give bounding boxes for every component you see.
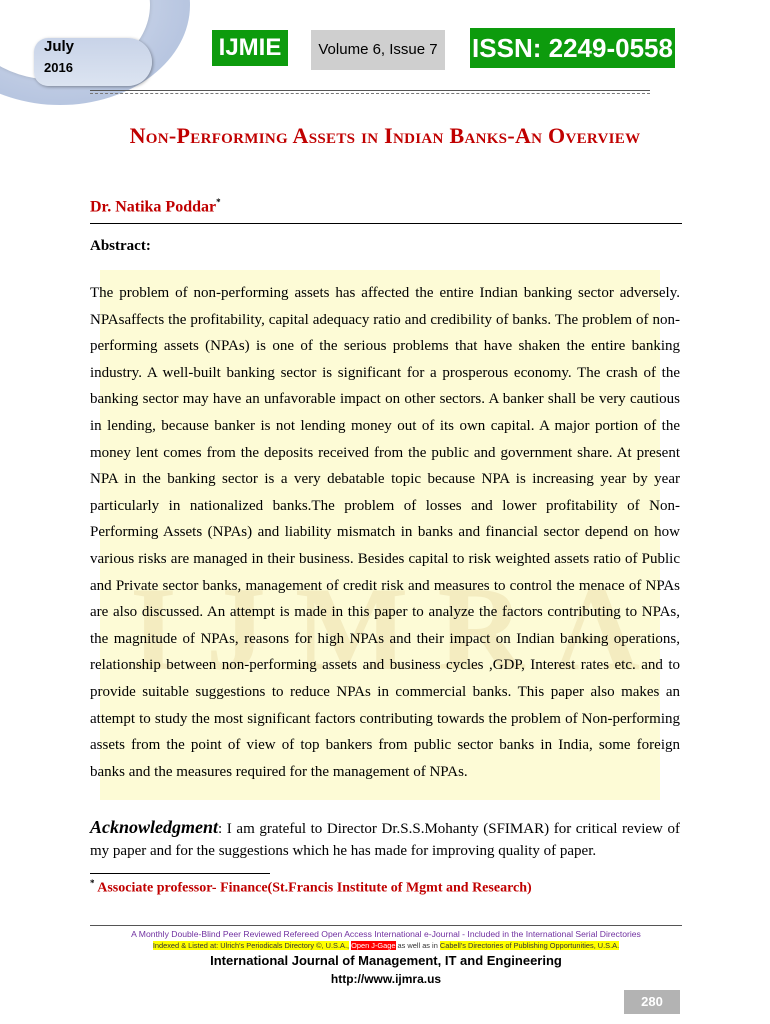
author-divider <box>90 223 682 224</box>
acknowledgment-text: : I am grateful to Director Dr.S.S.Mohanty (SFIMAR) for critical review of my paper and for the suggestions which he has made for improving quality of paper. <box>90 821 680 859</box>
watermark-letter: A <box>553 562 650 695</box>
watermark-letter: I <box>130 562 187 695</box>
issn-badge: ISSN: 2249-0558 <box>470 28 675 68</box>
indexing-cabells: Cabell's Directories of Publishing Opportunities, U.S.A. <box>439 941 620 950</box>
footer-indexing <box>90 941 682 950</box>
author-footnote-mark: * <box>216 197 221 207</box>
issue-year: 2016 <box>44 60 73 75</box>
abstract-text: The problem of non-performing assets has affected the entire Indian banking sector adversely. NPAsaffects the profitability, capital adequacy ratio and credibility of banks. The problem of non-performing assets (NPAs) is one of the serious problems that have shaken the entire banking industry. A well-built banking sector is significant for a prosperous economy. The crash of the banking sector may have an unfavorable impact on other sectors. A banker shall be very cautious in lending, because banker is not lending money out of its own capital. A major portion of the money lent comes from the deposits received from the public and government share. At present NPA in the banking sector is a very debatable topic because NPA is increasing year by year particularly in nationalized banks.The problem of losses and lower profitability of Non-Performing Assets (NPAs) and liability mismatch in banks and financial sector depend on how various risks are managed in their business. Besides capital to risk weighted assets ratio of Public and Private sector banks, management of credit risk and measures to control the menace of NPAs are also discussed. An attempt is made in this paper to analyze the factors contributing to NPAs, the magnitude of NPAs, reasons for high NPAs and their impact on Indian banking operations, relationship between non-performing assets and business cycles ,GDP, Interest rates etc. and to provide suitable suggestions to reduce NPAs in commercial banks. This paper also makes an attempt to study the most significant factors contributing towards the problem of Non-performing assets from the point of view of top bankers from public sector banks in India, some foreign banks and the measures required for the management of NPAs. <box>90 285 680 780</box>
acknowledgment-label: Acknowledgment <box>90 817 219 837</box>
footer-journal-description: A Monthly Double-Blind Peer Reviewed Refereed Open Access International e-Journal - Included in the International Serial Directories <box>131 929 641 939</box>
watermark-letter: J <box>205 562 276 695</box>
footer-rule <box>90 925 682 926</box>
footnote-mark: * <box>90 878 95 888</box>
indexing-open-jgage: Open J-Gage <box>351 941 396 950</box>
volume-issue: Volume 6, Issue 7 <box>311 30 445 70</box>
footnote-text: Associate professor- Finance(St.Francis Institute of Mgmt and Research) <box>94 880 532 896</box>
abstract-heading: Abstract: <box>90 238 151 254</box>
footer-journal-name: International Journal of Management, IT and Engineering <box>210 953 562 968</box>
footnote <box>90 878 532 897</box>
page-number: 280 <box>624 990 680 1014</box>
article-title: Non-Performing Assets in Indian Banks-An Overview <box>129 123 641 148</box>
footer-url-link[interactable]: http://www.ijmra.us <box>330 972 442 986</box>
indexing-ulrich: Indexed & Listed at: Ulrich's Periodicals Directory ©, U.S.A., <box>152 941 350 950</box>
footnote-divider <box>90 873 270 874</box>
indexing-connector: as well as in <box>395 941 440 950</box>
watermark-letter: M <box>295 562 419 695</box>
author-name <box>90 197 221 216</box>
acknowledgment <box>90 816 680 862</box>
issue-month: July <box>44 38 75 55</box>
header-rule-dashed <box>90 93 650 94</box>
journal-logo: IJMIE <box>212 30 288 66</box>
header-rule <box>90 90 650 91</box>
author-name-text: Dr. Natika Poddar <box>90 198 217 216</box>
watermark-letter: R <box>437 562 535 695</box>
